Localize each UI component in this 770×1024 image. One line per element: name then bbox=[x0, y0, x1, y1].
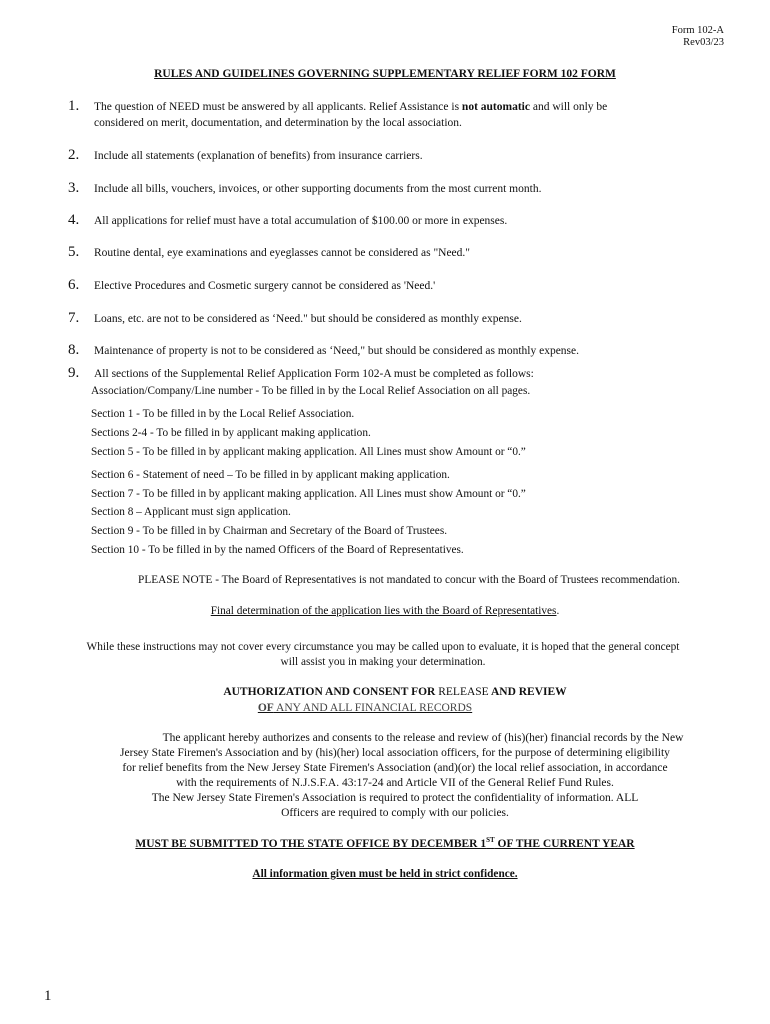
rule-text: Maintenance of property is not to be considered as ‘Need," but should be considered as monthly expense. bbox=[94, 345, 580, 357]
section-item: Section 6 - Statement of need – To be filled in by applicant making application. bbox=[91, 469, 450, 481]
rule-number: 6. bbox=[68, 277, 80, 293]
instructions-line: While these instructions may not cover every circumstance you may be called upon to evaluate, it is hoped that the general concept bbox=[86, 641, 680, 653]
form-revision: Rev03/23 bbox=[683, 37, 724, 48]
authorization-subtitle-part: OF bbox=[257, 702, 274, 714]
rule-emphasis: not automatic bbox=[461, 101, 530, 113]
rule-number: 8. bbox=[68, 342, 80, 358]
section-item: Section 1 - To be filled in by the Local Relief Association. bbox=[91, 408, 355, 420]
page-title bbox=[0, 68, 770, 80]
rule-number: 5. bbox=[68, 244, 80, 260]
authorization-title-part: AND REVIEW bbox=[488, 686, 567, 698]
page-title-text: RULES AND GUIDELINES GOVERNING SUPPLEMENTARY RELIEF FORM 102 FORM bbox=[154, 68, 616, 80]
please-note: PLEASE NOTE - The Board of Representatives is not mandated to concur with the Board of Trustees recommendation. bbox=[138, 574, 680, 586]
rule-text: Elective Procedures and Cosmetic surgery cannot be considered as 'Need.' bbox=[94, 280, 436, 292]
authorization-title bbox=[0, 684, 770, 700]
rule-text: All sections of the Supplemental Relief Application Form 102-A must be completed as follows: bbox=[94, 368, 534, 380]
section-item: Association/Company/Line number - To be filled in by the Local Relief Association on all pages. bbox=[91, 385, 531, 397]
final-determination bbox=[0, 604, 770, 619]
authorization-body bbox=[70, 731, 720, 821]
rule-text-line2: considered on merit, documentation, and determination by the local association. bbox=[94, 117, 462, 129]
authorization-line: Jersey State Firemen's Association and by (his)(her) local association officers, for the purpose of determining eligibility bbox=[120, 747, 670, 759]
rule-number: 4. bbox=[68, 212, 80, 228]
authorization-line: with the requirements of N.J.S.F.A. 43:17-24 and Article VII of the General Relief Fund Rules. bbox=[176, 777, 614, 789]
page-number: 1 bbox=[44, 988, 52, 1004]
rule-number: 2. bbox=[68, 147, 80, 163]
rule-text: Routine dental, eye examinations and eyeglasses cannot be considered as "Need." bbox=[94, 247, 470, 259]
rule-number: 1. bbox=[68, 98, 80, 114]
section-item: Section 5 - To be filled in by applicant making application. All Lines must show Amount or “0.” bbox=[91, 446, 526, 458]
instructions bbox=[0, 640, 766, 670]
section-item: Sections 2-4 - To be filled in by applicant making application. bbox=[91, 427, 371, 439]
deadline-text: OF THE CURRENT YEAR bbox=[494, 837, 635, 850]
instructions-line: will assist you in making your determination. bbox=[280, 656, 486, 668]
deadline-superscript: ST bbox=[486, 836, 495, 844]
authorization-line: The applicant hereby authorizes and consents to the release and review of (his)(her) financial records by the New bbox=[162, 732, 684, 744]
rule-text-part: The question of NEED must be answered by all applicants. Relief Assistance is bbox=[94, 101, 462, 113]
final-period: . bbox=[556, 605, 560, 617]
rule-text: Include all statements (explanation of benefits) from insurance carriers. bbox=[94, 150, 423, 162]
rule-text: Include all bills, vouchers, invoices, or other supporting documents from the most current month. bbox=[94, 183, 542, 195]
deadline-text: MUST BE SUBMITTED TO THE STATE OFFICE BY DECEMBER 1 bbox=[135, 837, 487, 850]
section-item: Section 7 - To be filled in by applicant making application. All Lines must show Amount or “0.” bbox=[91, 488, 526, 500]
rule-number: 9. bbox=[68, 365, 80, 381]
authorization-subtitle bbox=[0, 700, 760, 716]
rule-number: 3. bbox=[68, 180, 80, 196]
section-item: Section 8 – Applicant must sign application. bbox=[91, 506, 291, 518]
section-item: Section 10 - To be filled in by the named Officers of the Board of Representatives. bbox=[91, 544, 464, 556]
rule-number: 7. bbox=[68, 310, 80, 326]
form-code: Form 102-A bbox=[671, 25, 724, 36]
confidentiality-note: All information given must be held in strict confidence. bbox=[252, 868, 518, 880]
submission-deadline bbox=[0, 836, 770, 850]
rule-text: Loans, etc. are not to be considered as ‘Need." but should be considered as monthly expense. bbox=[94, 313, 522, 325]
authorization-line: The New Jersey State Firemen's Association is required to protect the confidentiality of information. ALL bbox=[151, 792, 639, 804]
form-header bbox=[672, 25, 724, 49]
rule-text-part: and will only be bbox=[529, 101, 608, 113]
authorization-title-part: AUTHORIZATION AND CONSENT FOR bbox=[223, 686, 439, 698]
rule-text bbox=[94, 99, 708, 131]
authorization-subtitle-part: ANY AND ALL FINANCIAL RECORDS bbox=[273, 702, 473, 714]
authorization-title-part: RELEASE bbox=[438, 686, 489, 698]
section-item: Section 9 - To be filled in by Chairman and Secretary of the Board of Trustees. bbox=[91, 525, 448, 537]
final-determination-text: Final determination of the application lies with the Board of Representatives bbox=[210, 605, 557, 617]
authorization-line: for relief benefits from the New Jersey State Firemen's Association (and)(or) the local relief association, in accordance bbox=[122, 762, 668, 774]
authorization-line: Officers are required to comply with our policies. bbox=[281, 807, 509, 819]
rule-text: All applications for relief must have a total accumulation of $100.00 or more in expenses. bbox=[94, 215, 508, 227]
